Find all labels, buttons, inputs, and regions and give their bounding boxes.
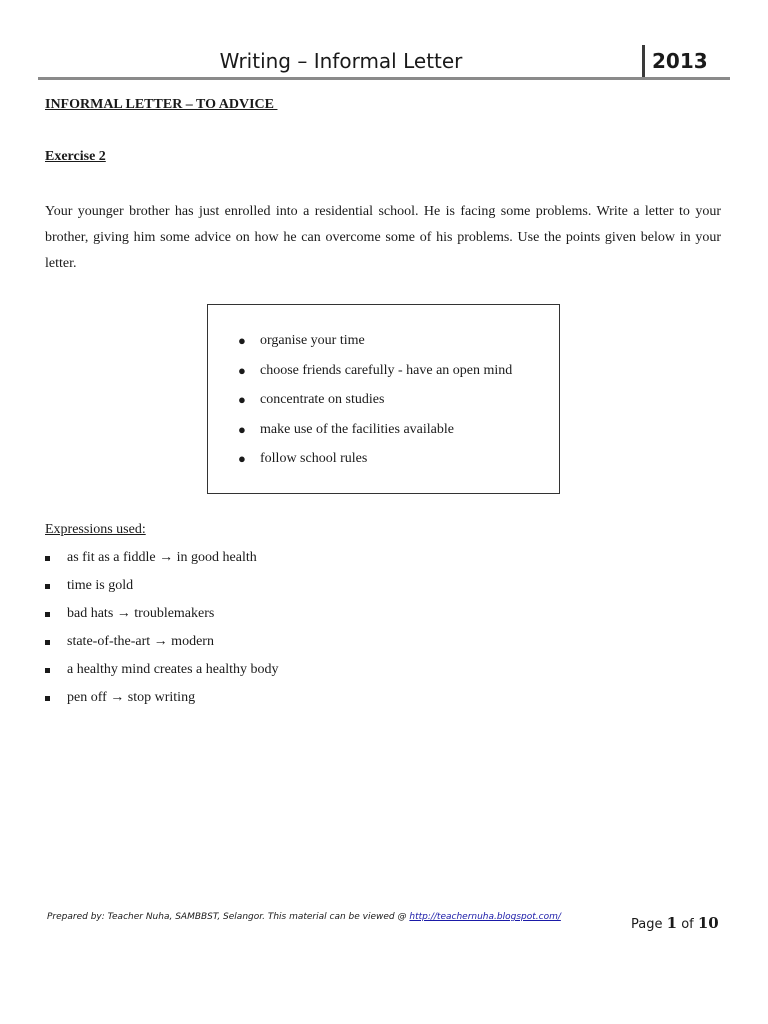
square-bullet-icon: [45, 612, 50, 617]
point-item: [238, 419, 512, 449]
document-year: 2013: [652, 49, 708, 73]
point-text: follow school rules: [260, 451, 368, 466]
page-number: [631, 914, 719, 932]
expression-item: [45, 632, 278, 660]
points-list: [238, 330, 512, 478]
square-bullet-icon: [45, 584, 50, 589]
exercise-instructions: Your younger brother has just enrolled into a residential school. He is facing some problems. Write a letter to your brother, giving him some advice on how he can overcome some of his problems. Use the points given below in your letter.: [45, 204, 721, 271]
square-bullet-icon: [45, 668, 50, 673]
expression-item: [45, 576, 278, 604]
exercise-label: Exercise 2: [45, 149, 106, 164]
expression-item: [45, 688, 278, 716]
expression-text: time is gold: [67, 578, 134, 593]
point-item: [238, 389, 512, 419]
bullet-icon: ●: [238, 392, 246, 407]
point-text: make use of the facilities available: [260, 421, 454, 437]
expression-text: a healthy mind creates a healthy body: [67, 662, 279, 677]
square-bullet-icon: [45, 640, 50, 645]
bullet-icon: ●: [238, 362, 246, 378]
expression-item: [45, 660, 278, 688]
blog-link[interactable]: http://teachernuha.blogspot.com/: [409, 912, 561, 922]
expression-text: state-of-the-art → modern: [67, 634, 214, 649]
point-item: [238, 330, 512, 360]
footer-note-text: Prepared by: Teacher Nuha, SAMBBST, Selangor. This material can be viewed @: [47, 912, 410, 922]
expressions-list: [45, 548, 278, 716]
expressions-heading: Expressions used:: [45, 522, 146, 537]
bullet-icon: ●: [238, 421, 246, 437]
header-divider: [642, 45, 645, 79]
page-current: 1: [666, 914, 678, 932]
points-box: [207, 304, 560, 494]
point-item: [238, 360, 512, 390]
point-text: concentrate on studies: [260, 392, 385, 407]
expression-item: [45, 604, 278, 632]
expression-text: bad hats → troublemakers: [67, 606, 215, 621]
square-bullet-icon: [45, 696, 50, 701]
expression-item: [45, 548, 278, 576]
footer-note: [47, 912, 561, 922]
bullet-icon: ●: [238, 333, 246, 348]
header-rule: [38, 77, 730, 80]
section-heading: INFORMAL LETTER – TO ADVICE: [45, 97, 278, 112]
expression-text: as fit as a fiddle → in good health: [67, 550, 257, 565]
point-item: [238, 448, 512, 478]
point-text: organise your time: [260, 333, 365, 348]
square-bullet-icon: [45, 556, 50, 561]
expression-text: pen off → stop writing: [67, 690, 196, 705]
page-total: 10: [697, 914, 719, 932]
point-text: choose friends carefully - have an open mind: [260, 362, 513, 378]
page-word: Page: [631, 917, 663, 932]
bullet-icon: ●: [238, 451, 246, 466]
document-title: Writing – Informal Letter: [219, 49, 463, 73]
page-of: of: [681, 917, 694, 932]
